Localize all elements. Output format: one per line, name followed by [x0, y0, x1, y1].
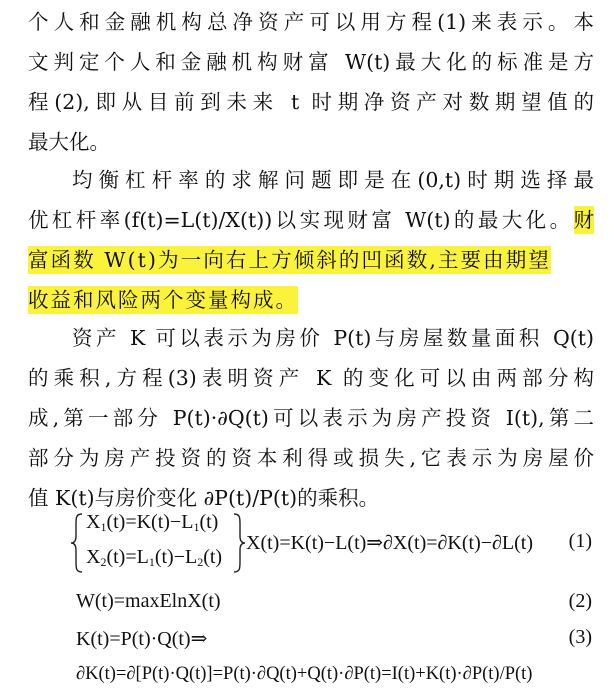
paragraph-2-line [28, 280, 594, 320]
paragraph-1-line: 程(2),即从目前到未来 t 时期净资产对数期望值的 [28, 90, 594, 114]
paragraph-1 [28, 2, 594, 162]
paragraph-3-line: 值 K(t)与房价变化 ∂P(t)/P(t)的乘积。 [28, 486, 380, 510]
paragraph-3-line: 的乘积,方程(3)表明资产 K 的变化可以由两部分构 [28, 366, 594, 390]
paragraph-1-line: 文判定个人和金融机构财富 W(t)最大化的标准是方 [28, 50, 594, 74]
paragraph-3-line: 资产 K 可以表示为房价 P(t)与房屋数量面积 Q(t) [72, 326, 594, 350]
paragraph-2-line [28, 200, 594, 240]
left-brace [70, 512, 84, 574]
equation-1-row-2: $X_2(t)=L_1(t)-L_2(t)$ [86, 546, 223, 569]
right-brace [232, 512, 246, 574]
paragraph-3-line: 成,第一部分 P(t)·∂Q(t)可以表示为房产投资 I(t),第二 [28, 406, 594, 430]
equation-3: K(t)=P(t)·Q(t)⇒ [76, 628, 208, 650]
equation-number: (3) [568, 626, 592, 648]
highlighted-text: 收益和风险两个变量构成。 [28, 288, 298, 312]
equation-2: W(t)=maxElnX(t) [76, 590, 221, 612]
highlighted-text: 财 [573, 208, 594, 232]
paragraph-1-line: 最大化。 [28, 130, 110, 154]
paragraph-2-line: 均衡杠杆率的求解问题即是在(0,t)时期选择最 [72, 168, 594, 192]
paragraph-3 [28, 318, 594, 518]
paragraph-1-line: 个人和金融机构总净资产可以用方程(1)来表示。本 [28, 10, 594, 34]
equation-1-right: X(t)=K(t)−L(t)⇒∂X(t)=∂K(t)−∂L(t) [246, 532, 533, 554]
equation-1-row-1: $X_1(t)=K(t)-L_1(t)$ [86, 511, 219, 534]
paragraph-2 [28, 160, 594, 320]
paragraph-2-text: 优杠杆率(f(t)=L(t)/X(t))以实现财富 W(t)的最大化。 [28, 208, 574, 232]
highlighted-text: 富函数 W(t)为一向右上方倾斜的凹函数,主要由期望 [28, 248, 551, 272]
equation-number: (1) [568, 530, 592, 552]
paragraph-3-line: 部分为房产投资的资本利得或损失,它表示为房屋价 [28, 446, 594, 470]
equation-4: ∂K(t)=∂[P(t)·Q(t)]=P(t)·∂Q(t)+Q(t)·∂P(t)=I(t)+K(t)·∂P(t)/P(t) [76, 664, 533, 684]
equation-number: (2) [568, 590, 592, 612]
paragraph-2-line [28, 240, 594, 280]
